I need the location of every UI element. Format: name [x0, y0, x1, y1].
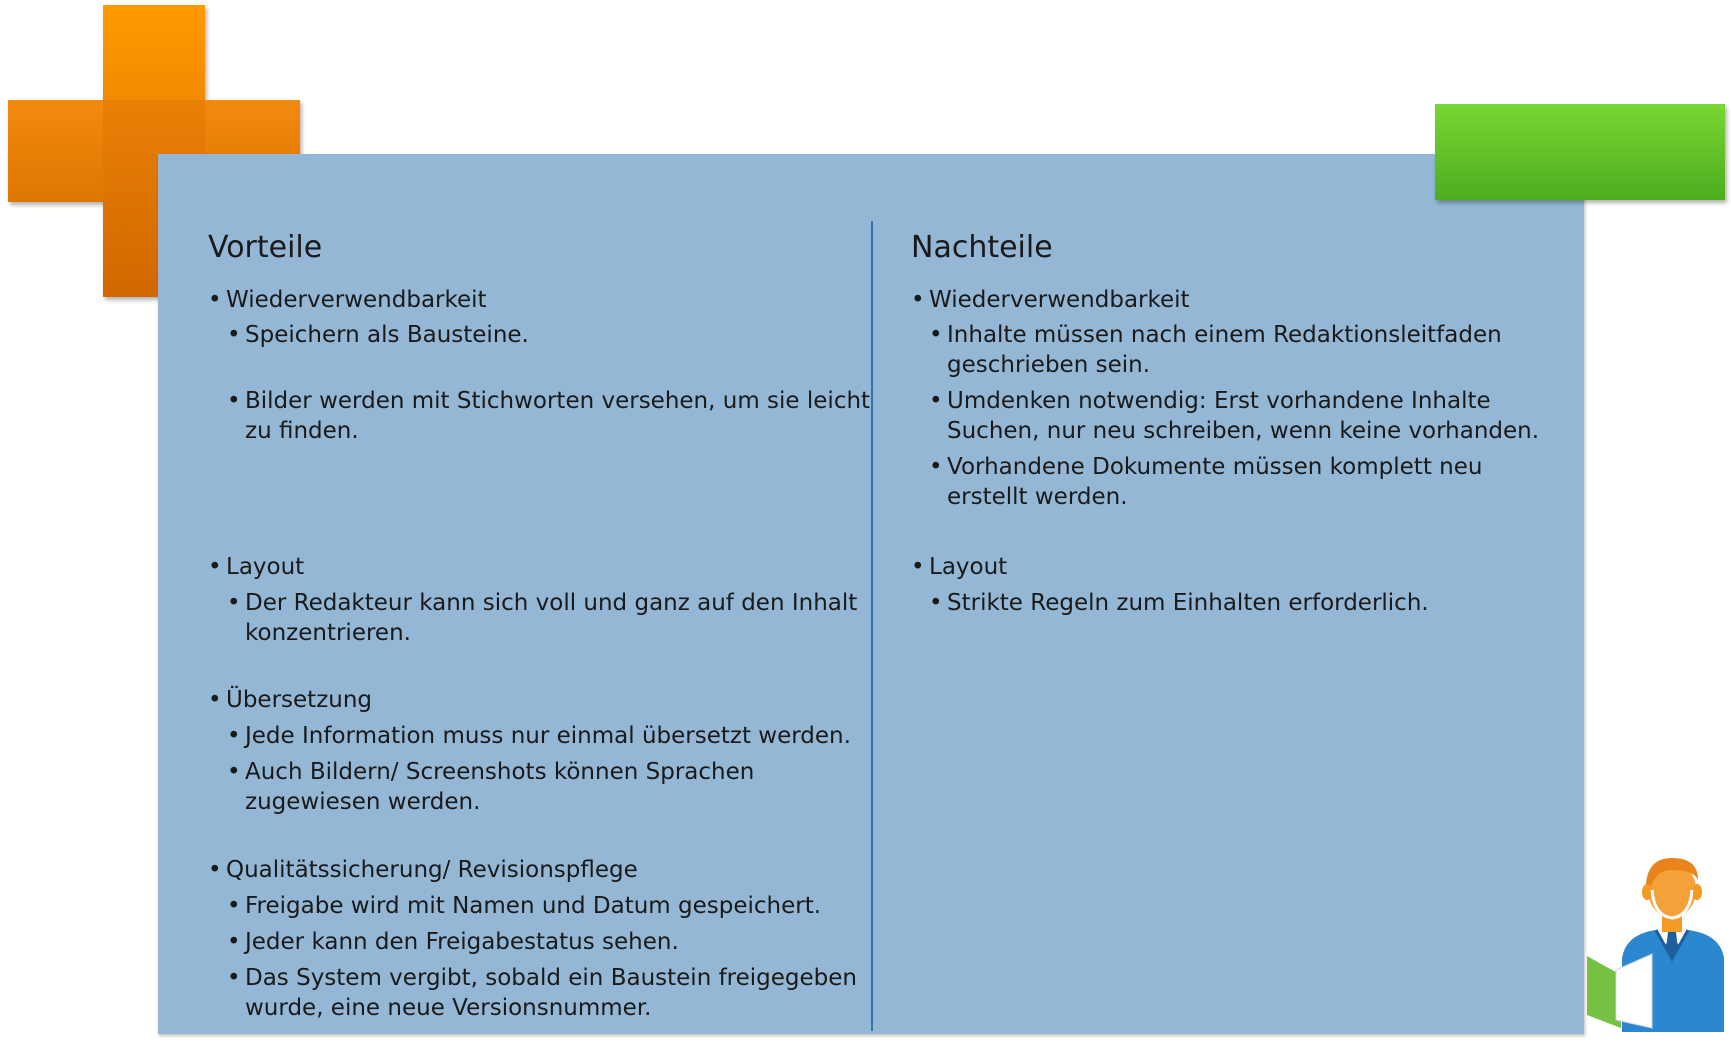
list-item: • Bilder werden mit Stichworten versehen, um sie leicht [227, 386, 870, 417]
list-item: • Auch Bildern/ Screenshots können Sprachen [227, 757, 754, 788]
list-item-continuation: zugewiesen werden. [245, 789, 481, 815]
list-item: • Der Redakteur kann sich voll und ganz auf den Inhalt [227, 588, 857, 619]
list-item-continuation: wurde, eine neue Versionsnummer. [245, 995, 652, 1021]
list-item-continuation: zu finden. [245, 418, 359, 444]
disadvantages-heading: Nachteile [911, 230, 1053, 265]
column-divider [871, 221, 873, 1031]
list-item: • Layout [208, 552, 304, 583]
list-item: • Strikte Regeln zum Einhalten erforderlich. [929, 588, 1429, 619]
list-item: • Freigabe wird mit Namen und Datum gespeichert. [227, 891, 821, 922]
advantages-heading: Vorteile [208, 230, 323, 265]
list-item: • Übersetzung [208, 685, 372, 716]
list-item: • Layout [911, 552, 1007, 583]
list-item-continuation: konzentrieren. [245, 620, 411, 646]
list-item: • Umdenken notwendig: Erst vorhandene Inhalte [929, 386, 1491, 417]
list-item-continuation: geschrieben sein. [947, 352, 1151, 378]
list-item-continuation: Suchen, nur neu schreiben, wenn keine vorhanden. [947, 418, 1540, 444]
list-item: • Speichern als Bausteine. [227, 320, 529, 351]
list-item-continuation: erstellt werden. [947, 484, 1128, 510]
list-item: • Qualitätssicherung/ Revisionspflege [208, 855, 638, 886]
person-icon [1586, 850, 1731, 1036]
minus-icon [1435, 104, 1725, 200]
list-item: • Wiederverwendbarkeit [208, 285, 487, 316]
list-item: • Das System vergibt, sobald ein Baustein freigegeben [227, 963, 857, 994]
list-item: • Wiederverwendbarkeit [911, 285, 1190, 316]
list-item: • Inhalte müssen nach einem Redaktionsleitfaden [929, 320, 1502, 351]
list-item: • Jede Information muss nur einmal übersetzt werden. [227, 721, 851, 752]
list-item: • Vorhandene Dokumente müssen komplett neu [929, 452, 1482, 483]
list-item: • Jeder kann den Freigabestatus sehen. [227, 927, 679, 958]
